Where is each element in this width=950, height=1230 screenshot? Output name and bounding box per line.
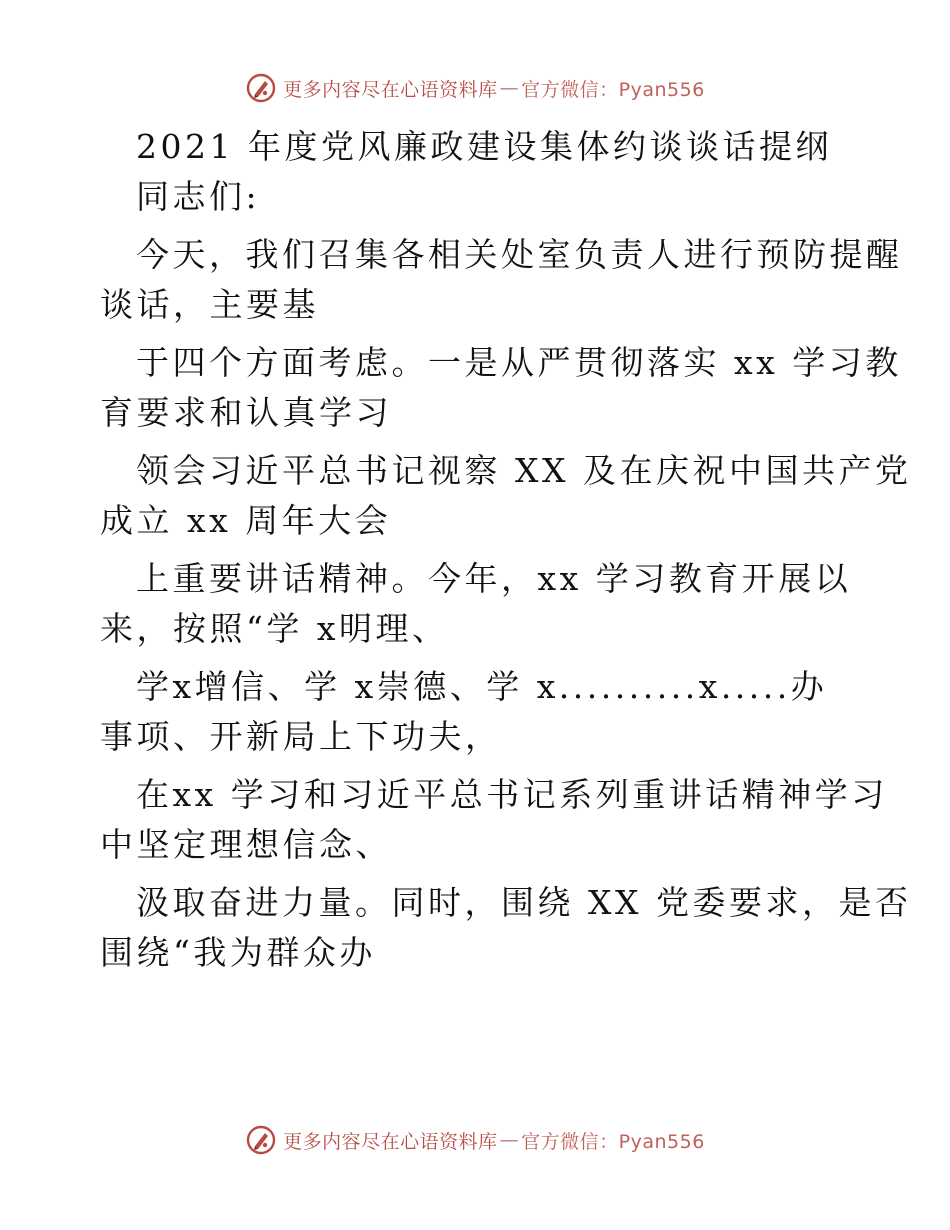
watermark-dash: — <box>499 1129 520 1151</box>
watermark-wechat-text: 官方微信：Pyan556 <box>521 1130 705 1153</box>
paragraph-line: 今天，我们召集各相关处室负责人进行预防提醒 <box>136 235 903 274</box>
paragraph-line: 汲取奋进力量。同时，围绕 XX 党委要求，是否 <box>136 883 912 922</box>
watermark-wechat-text: 官方微信：Pyan556 <box>521 78 705 101</box>
paragraph-line: 围绕“我为群众办 <box>100 933 376 972</box>
paragraph-line: 成立 xx 周年大会 <box>100 501 392 540</box>
pen-logo-icon <box>245 72 277 104</box>
paragraph-line: 中坚定理想信念、 <box>100 825 392 864</box>
paragraph-line: 上重要讲话精神。今年，xx 学习教育开展以 <box>136 559 852 598</box>
paragraph-line: 于四个方面考虑。一是从严贯彻落实 xx 学习教 <box>136 343 902 382</box>
paragraph-line: 领会习近平总书记视察 XX 及在庆祝中国共产党 <box>136 451 912 490</box>
paragraph-line: 来，按照“学 x明理、 <box>100 609 449 648</box>
watermark-dash: — <box>499 77 520 99</box>
salutation: 同志们: <box>136 177 261 216</box>
paragraph-line: 事项、开新局上下功夫， <box>100 717 502 756</box>
document-body <box>100 122 912 978</box>
document-title: 2021 年度党风廉政建设集体约谈谈话提纲 <box>136 127 832 166</box>
paragraph-line: 学x增信、学 x崇德、学 x..........x.....办 <box>136 667 828 706</box>
pen-logo-icon <box>245 1124 277 1156</box>
paragraph-line: 育要求和认真学习 <box>100 393 392 432</box>
watermark-footer <box>0 1124 950 1156</box>
watermark-brand-text: 更多内容尽在心语资料库 <box>283 1130 498 1153</box>
paragraph-line: 谈话，主要基 <box>100 285 319 324</box>
paragraph-line: 在xx 学习和习近平总书记系列重讲话精神学习 <box>136 775 888 814</box>
watermark-brand-text: 更多内容尽在心语资料库 <box>283 78 498 101</box>
watermark-header <box>0 72 950 104</box>
